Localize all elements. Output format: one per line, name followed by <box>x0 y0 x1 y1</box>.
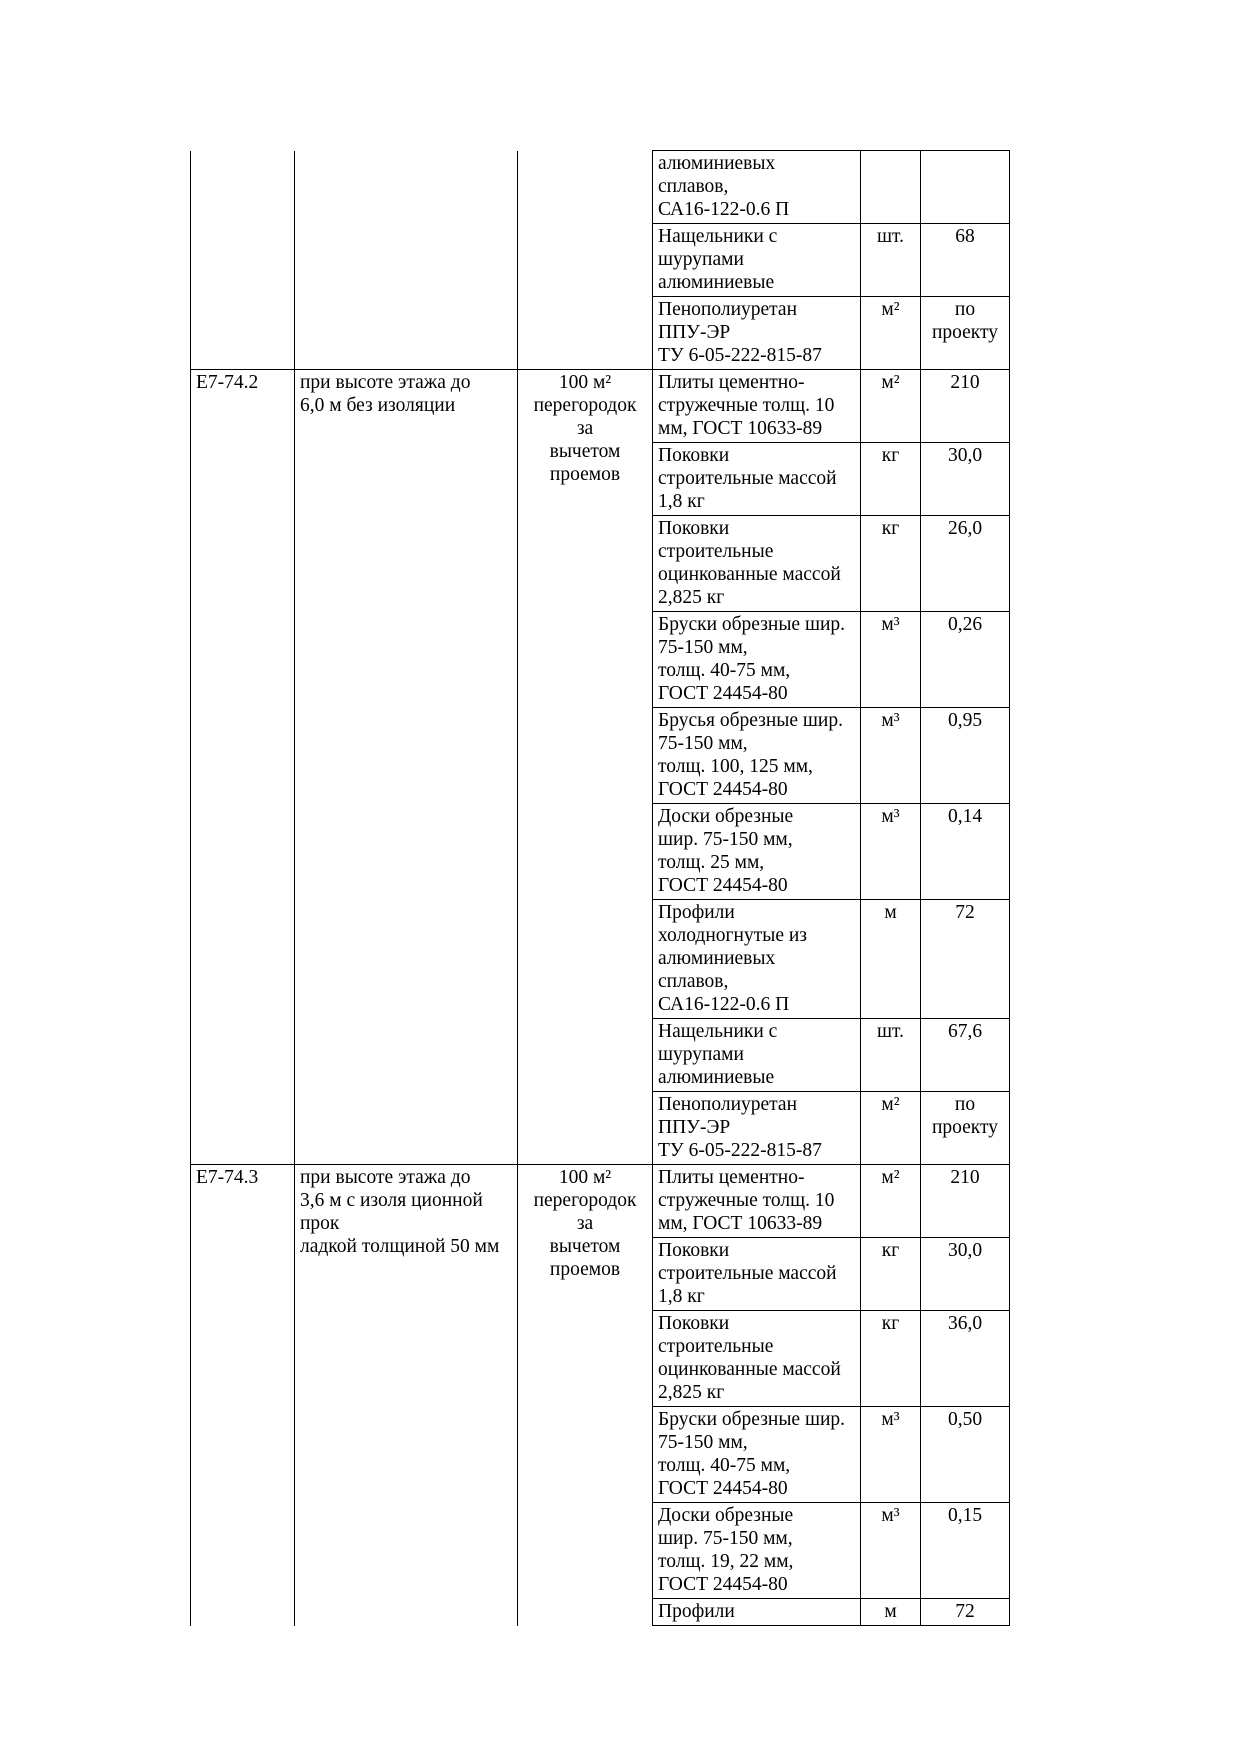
quantity-cell: 210 <box>921 1165 1010 1238</box>
meter-cell: 100 м² перегородок за вычетом проемов <box>518 1165 653 1626</box>
unit-cell: м² <box>861 297 921 370</box>
table-row <box>191 370 1010 443</box>
material-name-cell: Брусья обрезные шир. 75-150 мм, толщ. 100, 125 мм, ГОСТ 24454-80 <box>653 708 861 804</box>
quantity-cell: 26,0 <box>921 516 1010 612</box>
code-cell: Е7-74.3 <box>191 1165 295 1626</box>
material-name-cell: Поковки строительные массой 1,8 кг <box>653 1238 861 1311</box>
unit-cell: м³ <box>861 804 921 900</box>
quantity-cell: 68 <box>921 224 1010 297</box>
material-name-cell: Доски обрезные шир. 75-150 мм, толщ. 25 мм, ГОСТ 24454-80 <box>653 804 861 900</box>
unit-cell: кг <box>861 1311 921 1407</box>
material-name-cell: Нащельники с шурупами алюминиевые <box>653 224 861 297</box>
unit-cell: м² <box>861 370 921 443</box>
material-name-cell: Пенополиуретан ППУ-ЭР ТУ 6-05-222-815-87 <box>653 1092 861 1165</box>
unit-cell: м² <box>861 1165 921 1238</box>
quantity-cell: 72 <box>921 1599 1010 1626</box>
material-name-cell: Профили холодногнутые из алюминиевых сплавов, СА16-122-0.6 П <box>653 900 861 1019</box>
quantity-cell: 72 <box>921 900 1010 1019</box>
quantity-cell <box>921 151 1010 224</box>
description-cell: при высоте этажа до 6,0 м без изоляции <box>295 370 518 1165</box>
quantity-cell: 67,6 <box>921 1019 1010 1092</box>
material-name-cell: Плиты цементно- стружечные толщ. 10 мм, ГОСТ 10633-89 <box>653 370 861 443</box>
quantity-cell: 0,26 <box>921 612 1010 708</box>
quantity-cell: по проекту <box>921 1092 1010 1165</box>
table-row <box>191 151 1010 224</box>
material-name-cell: Доски обрезные шир. 75-150 мм, толщ. 19, 22 мм, ГОСТ 24454-80 <box>653 1503 861 1599</box>
material-name-cell: Поковки строительные оцинкованные массой 2,825 кг <box>653 1311 861 1407</box>
material-name-cell: Нащельники с шурупами алюминиевые <box>653 1019 861 1092</box>
material-name-cell: Профили <box>653 1599 861 1626</box>
unit-cell: шт. <box>861 1019 921 1092</box>
material-name-cell: Поковки строительные массой 1,8 кг <box>653 443 861 516</box>
code-cell: Е7-74.2 <box>191 370 295 1165</box>
unit-cell: кг <box>861 516 921 612</box>
quantity-cell: 210 <box>921 370 1010 443</box>
quantity-cell: 36,0 <box>921 1311 1010 1407</box>
table-row <box>191 1165 1010 1238</box>
unit-cell: м³ <box>861 708 921 804</box>
meter-cell <box>518 151 653 370</box>
quantity-cell: 0,50 <box>921 1407 1010 1503</box>
quantity-cell: 30,0 <box>921 443 1010 516</box>
material-name-cell: Плиты цементно- стружечные толщ. 10 мм, ГОСТ 10633-89 <box>653 1165 861 1238</box>
quantity-cell: 0,95 <box>921 708 1010 804</box>
material-name-cell: Бруски обрезные шир. 75-150 мм, толщ. 40-75 мм, ГОСТ 24454-80 <box>653 1407 861 1503</box>
unit-cell: м <box>861 1599 921 1626</box>
unit-cell: м <box>861 900 921 1019</box>
unit-cell <box>861 151 921 224</box>
code-cell <box>191 151 295 370</box>
material-name-cell: Бруски обрезные шир. 75-150 мм, толщ. 40-75 мм, ГОСТ 24454-80 <box>653 612 861 708</box>
material-name-cell: алюминиевых сплавов, СА16-122-0.6 П <box>653 151 861 224</box>
unit-cell: м³ <box>861 1503 921 1599</box>
unit-cell: м³ <box>861 1407 921 1503</box>
quantity-cell: 30,0 <box>921 1238 1010 1311</box>
quantity-cell: 0,15 <box>921 1503 1010 1599</box>
resource-norms-table <box>190 150 1010 1626</box>
meter-cell: 100 м² перегородок за вычетом проемов <box>518 370 653 1165</box>
material-name-cell: Поковки строительные оцинкованные массой 2,825 кг <box>653 516 861 612</box>
unit-cell: кг <box>861 1238 921 1311</box>
unit-cell: шт. <box>861 224 921 297</box>
unit-cell: м² <box>861 1092 921 1165</box>
unit-cell: кг <box>861 443 921 516</box>
description-cell <box>295 151 518 370</box>
unit-cell: м³ <box>861 612 921 708</box>
quantity-cell: 0,14 <box>921 804 1010 900</box>
description-cell: при высоте этажа до 3,6 м с изоля ционной прок ладкой толщиной 50 мм <box>295 1165 518 1626</box>
quantity-cell: по проекту <box>921 297 1010 370</box>
material-name-cell: Пенополиуретан ППУ-ЭР ТУ 6-05-222-815-87 <box>653 297 861 370</box>
